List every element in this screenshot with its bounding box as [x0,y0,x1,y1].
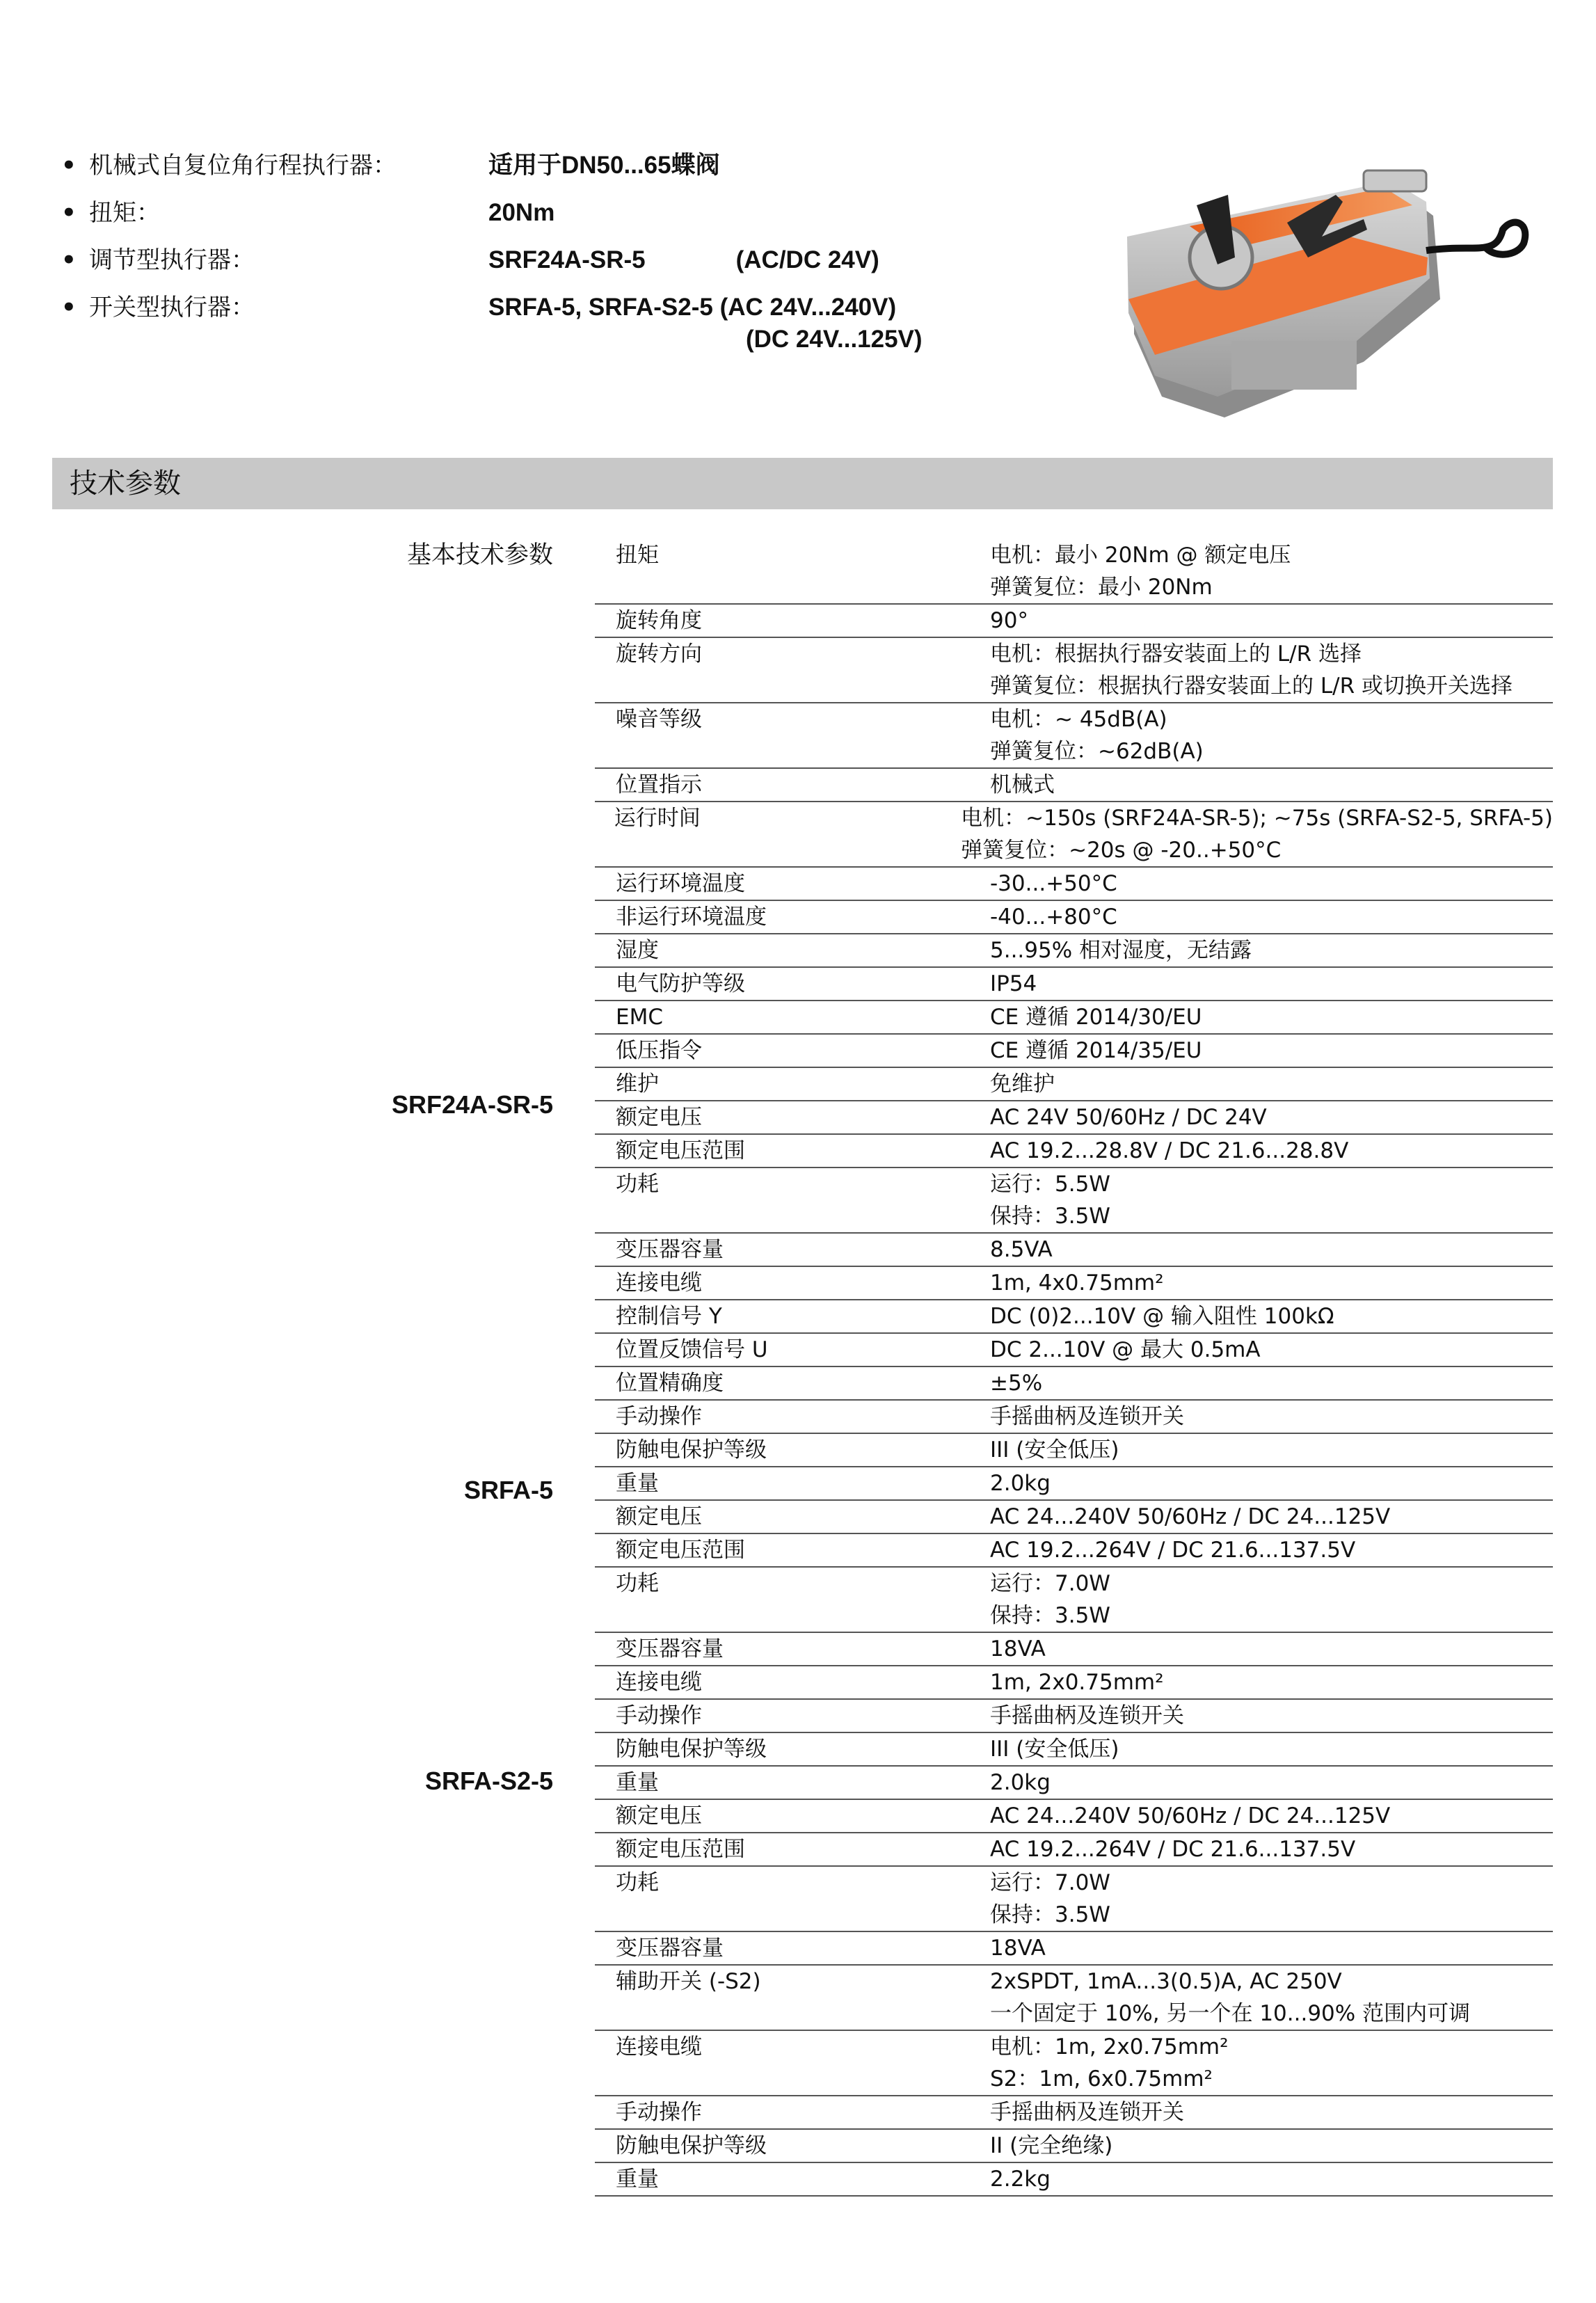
spec-param: 辅助开关 (-S2) [616,1969,761,1994]
spec-row [595,1966,1553,2031]
spec-row [595,1267,1553,1300]
spec-row [595,1568,1553,1633]
spec-value-line: 弹簧复位：~20s @ -20..+50°C [961,838,1282,863]
spec-row-indent [595,1966,616,2030]
spec-row-indent [595,638,616,702]
spec-row [595,968,1553,1001]
spec-value [990,1867,1553,1931]
spec-value [990,1334,1553,1366]
actuator-foot [1231,341,1357,390]
spec-row [595,1932,1553,1966]
spec-value-line: 手摇曲柄及连锁开关 [990,1404,1184,1429]
bullet: • [61,199,77,227]
spec-row [595,1101,1553,1135]
spec-value [990,1068,1553,1100]
spec-param: 扭矩 [616,543,659,568]
spec-param: 控制信号 Y [616,1304,722,1329]
spec-row [595,703,1553,769]
spec-param: 额定电压 [616,1803,702,1828]
spec-param: 连接电缆 [616,2034,702,2059]
spec-param: 运行时间 [614,806,701,831]
spec-value-line: AC 19.2...28.8V / DC 21.6...28.8V [990,1138,1349,1163]
spec-value [990,1833,1553,1865]
spec-value [990,2096,1553,2128]
spec-value [990,605,1553,637]
spec-value [990,968,1553,1000]
spec-value-line: 8.5VA [990,1237,1053,1262]
spec-row-indent [595,1633,616,1665]
spec-row [595,1833,1553,1867]
spec-row [595,1300,1553,1334]
bullet: • [61,246,77,274]
intro-value: SRF24A-SR-5 (AC/DC 24V) [488,246,879,273]
spec-value-line: DC 2...10V @ 最大 0.5mA [990,1337,1261,1362]
spec-row-indent [595,1068,616,1100]
intro-item-type [61,150,966,182]
spec-row [595,1035,1553,1068]
spec-value-line: 保持：3.5W [990,1204,1110,1229]
spec-row-indent [595,1434,616,1466]
spec-value [990,1234,1553,1266]
spec-value-line: III (安全低压) [990,1437,1119,1463]
spec-param: 变压器容量 [616,1936,724,1961]
spec-value-line: S2：1m, 6x0.75mm² [990,2066,1213,2091]
spec-param: 重量 [616,1471,659,1496]
spec-row-indent [595,802,614,866]
spec-param: 湿度 [616,938,659,963]
spec-value-line: ±5% [990,1371,1043,1396]
spec-row [595,2130,1553,2163]
spec-row [595,1234,1553,1267]
section-title-bar: 技术参数 [52,458,1553,509]
spec-value-line: AC 24...240V 50/60Hz / DC 24...125V [990,1504,1391,1529]
spec-value-line: -30...+50°C [990,871,1117,896]
spec-value-line: 18VA [990,1936,1046,1961]
spec-row-indent [595,1733,616,1765]
spec-value [990,1666,1553,1698]
spec-value [990,1534,1553,1566]
spec-value-line: 1m, 2x0.75mm² [990,1670,1164,1695]
intro-label: 扭矩： [89,199,160,227]
spec-value [990,1300,1553,1332]
spec-value [990,1932,1553,1964]
spec-row-indent [595,1767,616,1799]
spec-value [990,1035,1553,1067]
spec-row [595,1168,1553,1234]
spec-row [595,868,1553,901]
spec-value [990,1800,1553,1832]
spec-value-line: 电机：最小 20Nm @ 额定电压 [990,543,1291,568]
spec-row [595,934,1553,968]
spec-row [595,638,1553,703]
spec-row [595,1367,1553,1401]
spec-row [595,2031,1553,2096]
spec-value-line: 电机：根据执行器安装面上的 L/R 选择 [990,642,1362,667]
spec-value [990,1434,1553,1466]
spec-param: 维护 [616,1071,659,1097]
spec-value-line: DC (0)2...10V @ 输入阻性 100kΩ [990,1304,1334,1329]
spec-row-indent [595,1300,616,1332]
spec-row-indent [595,2130,616,2162]
spec-row [595,539,1553,605]
spec-row [595,1401,1553,1434]
spec-value-line: 手摇曲柄及连锁开关 [990,1703,1184,1728]
spec-value-line: 2xSPDT, 1mA...3(0.5)A, AC 250V [990,1969,1342,1994]
intro-value: 适用于DN50...65蝶阀 [488,152,720,179]
spec-value [990,1367,1553,1399]
spec-value [990,1135,1553,1167]
spec-row-indent [595,1401,616,1433]
spec-value [990,1633,1553,1665]
spec-value [990,1733,1553,1765]
spec-row [595,605,1553,638]
spec-param: 重量 [616,1770,659,1795]
spec-row-indent [595,539,616,603]
spec-row-indent [595,1334,616,1366]
spec-param: 变压器容量 [616,1237,724,1262]
spec-value [990,1501,1553,1533]
spec-value [990,2130,1553,2162]
spec-param: 位置反馈信号 U [616,1337,768,1362]
spec-value-line: -40...+80°C [990,905,1117,930]
spec-param: 功耗 [616,1870,659,1895]
spec-row-indent [595,1666,616,1698]
spec-row [595,1501,1553,1534]
group-label-basic: 基本技术参数 [406,541,553,569]
spec-value-line: 运行：7.0W [990,1571,1110,1596]
spec-value-line: 一个固定于 10%, 另一个在 10...90% 范围内可调 [990,2001,1471,2026]
spec-row-indent [595,1168,616,1232]
spec-value [990,934,1553,966]
spec-row-indent [595,1267,616,1299]
spec-value-line: 弹簧复位：最小 20Nm [990,575,1213,600]
spec-row [595,1467,1553,1501]
spec-value [990,703,1553,767]
spec-value-line: 弹簧复位：根据执行器安装面上的 L/R 或切换开关选择 [990,674,1513,699]
spec-value [990,1001,1553,1033]
spec-value-line: 电机：~150s (SRF24A-SR-5); ~75s (SRFA-S2-5, SRFA-5) [961,806,1553,831]
spec-row-indent [595,1800,616,1832]
spec-value-line: 2.0kg [990,1471,1051,1496]
spec-param: 旋转方向 [616,642,702,667]
spec-value [990,1467,1553,1499]
spec-param: 额定电压范围 [616,1538,745,1563]
actuator-cable [1426,223,1525,255]
spec-param: 额定电压 [616,1504,702,1529]
spec-row-indent [595,605,616,637]
group-label-srf24a-sr-5: SRF24A-SR-5 [391,1090,553,1119]
spec-row [595,1135,1553,1168]
spec-value-line: CE 遵循 2014/35/EU [990,1038,1202,1063]
spec-row-indent [595,1035,616,1067]
group-label-srfa-s2-5: SRFA-S2-5 [424,1767,553,1795]
spec-value [990,868,1553,900]
spec-row [595,1068,1553,1101]
spec-row-indent [595,1700,616,1732]
spec-row-indent [595,1932,616,1964]
spec-value [990,1267,1553,1299]
spec-param: 变压器容量 [616,1636,724,1661]
spec-table [595,539,1553,2197]
spec-param: 旋转角度 [616,608,702,633]
spec-param: 功耗 [616,1571,659,1596]
spec-value [990,901,1553,933]
spec-row-indent [595,1501,616,1533]
spec-row-indent [595,2163,616,2195]
spec-param: 电气防护等级 [616,971,745,996]
intro-label: 机械式自复位角行程执行器： [89,152,397,180]
spec-row [595,1767,1553,1800]
spec-row [595,1700,1553,1733]
spec-row [595,802,1553,868]
spec-value-line: 保持：3.5W [990,1902,1110,1927]
spec-value-line: 1m, 4x0.75mm² [990,1270,1164,1296]
spec-value-line: II (完全绝缘) [990,2133,1113,2158]
spec-param: 手动操作 [616,1404,702,1429]
spec-value-line: III (安全低压) [990,1737,1119,1762]
spec-value-line: 弹簧复位：~62dB(A) [990,739,1204,764]
intro-list [61,150,966,371]
spec-value-line: 手摇曲柄及连锁开关 [990,2100,1184,2125]
spec-row-indent [595,1234,616,1266]
spec-row [595,1001,1553,1035]
spec-value-line: 18VA [990,1636,1046,1661]
spec-row-indent [595,1833,616,1865]
spec-param: 重量 [616,2167,659,2192]
spec-param: 手动操作 [616,2100,702,2125]
spec-value [990,1966,1553,2030]
spec-value-line: 电机：~ 45dB(A) [990,707,1167,732]
spec-row-indent [595,1867,616,1931]
spec-param: 防触电保护等级 [616,1737,767,1762]
spec-value [990,1767,1553,1799]
spec-row-indent [595,703,616,767]
spec-row-indent [595,901,616,933]
spec-param: 低压指令 [616,1038,702,1063]
intro-value: 20Nm [488,199,555,226]
spec-value-line: 电机：1m, 2x0.75mm² [990,2034,1229,2059]
spec-value-line: AC 19.2...264V / DC 21.6...137.5V [990,1538,1356,1563]
spec-row [595,1434,1553,1467]
spec-value [990,1401,1553,1433]
spec-param: 连接电缆 [616,1270,702,1296]
spec-value [990,1168,1553,1232]
spec-param: 额定电压范围 [616,1138,745,1163]
spec-value-line: 免维护 [990,1071,1055,1097]
spec-row [595,2096,1553,2130]
spec-value-line: AC 19.2...264V / DC 21.6...137.5V [990,1837,1356,1862]
spec-row [595,1733,1553,1767]
actuator-product-image [1113,153,1545,431]
spec-value [990,1101,1553,1133]
spec-value-line: 5...95% 相对湿度，无结露 [990,938,1252,963]
spec-param: 非运行环境温度 [616,905,767,930]
spec-row-indent [595,1101,616,1133]
spec-value-line: 90° [990,608,1028,633]
spec-value [990,1700,1553,1732]
spec-row-indent [595,2096,616,2128]
spec-row-indent [595,968,616,1000]
spec-value [990,769,1553,801]
spec-value-line: AC 24V 50/60Hz / DC 24V [990,1105,1267,1130]
spec-row [595,901,1553,934]
spec-param: EMC [616,1005,663,1030]
spec-value [990,1568,1553,1632]
spec-value [990,638,1553,702]
spec-value-line: 保持：3.5W [990,1603,1110,1628]
spec-value [990,2031,1553,2095]
spec-param: 额定电压 [616,1105,702,1130]
intro-label: 开关型执行器： [89,294,255,321]
spec-row [595,2163,1553,2197]
intro-label: 调节型执行器： [89,246,255,274]
spec-param: 防触电保护等级 [616,1437,767,1463]
spec-row-indent [595,1001,616,1033]
spec-row-indent [595,2031,616,2095]
intro-value: SRFA-5, SRFA-S2-5 (AC 24V...240V) (DC 24V...125V) [488,294,923,353]
spec-param: 功耗 [616,1172,659,1197]
spec-value-line: AC 24...240V 50/60Hz / DC 24...125V [990,1803,1391,1828]
spec-param: 防触电保护等级 [616,2133,767,2158]
spec-row-indent [595,1367,616,1399]
spec-value-line: 运行：7.0W [990,1870,1110,1895]
spec-row [595,1534,1553,1568]
spec-row [595,1666,1553,1700]
intro-item-onoff [61,292,966,356]
spec-row-indent [595,1568,616,1632]
spec-value-line: CE 遵循 2014/30/EU [990,1005,1202,1030]
spec-value [990,2163,1553,2195]
spec-param: 噪音等级 [616,707,702,732]
spec-row [595,769,1553,802]
spec-row [595,1800,1553,1833]
spec-row-indent [595,934,616,966]
bullet: • [61,294,77,321]
spec-row [595,1633,1553,1666]
spec-row [595,1334,1553,1367]
intro-item-torque [61,197,966,229]
spec-param: 额定电压范围 [616,1837,745,1862]
spec-row-indent [595,1467,616,1499]
intro-item-modulating [61,244,966,276]
spec-value-line: IP54 [990,971,1037,996]
spec-row-indent [595,1534,616,1566]
spec-value [961,802,1553,866]
spec-param: 运行环境温度 [616,871,745,896]
actuator-bracket [1364,170,1426,191]
spec-param: 手动操作 [616,1703,702,1728]
bullet: • [61,152,77,180]
spec-value-line: 2.0kg [990,1770,1051,1795]
spec-row-indent [595,1135,616,1167]
spec-param: 连接电缆 [616,1670,702,1695]
spec-row-indent [595,868,616,900]
spec-value-line: 机械式 [990,772,1055,797]
spec-value-line: 2.2kg [990,2167,1051,2192]
spec-row-indent [595,769,616,801]
spec-value [990,539,1553,603]
spec-param: 位置精确度 [616,1371,724,1396]
spec-param: 位置指示 [616,772,702,797]
spec-value-line: 运行：5.5W [990,1172,1110,1197]
group-label-srfa-5: SRFA-5 [463,1476,553,1504]
spec-row [595,1867,1553,1932]
